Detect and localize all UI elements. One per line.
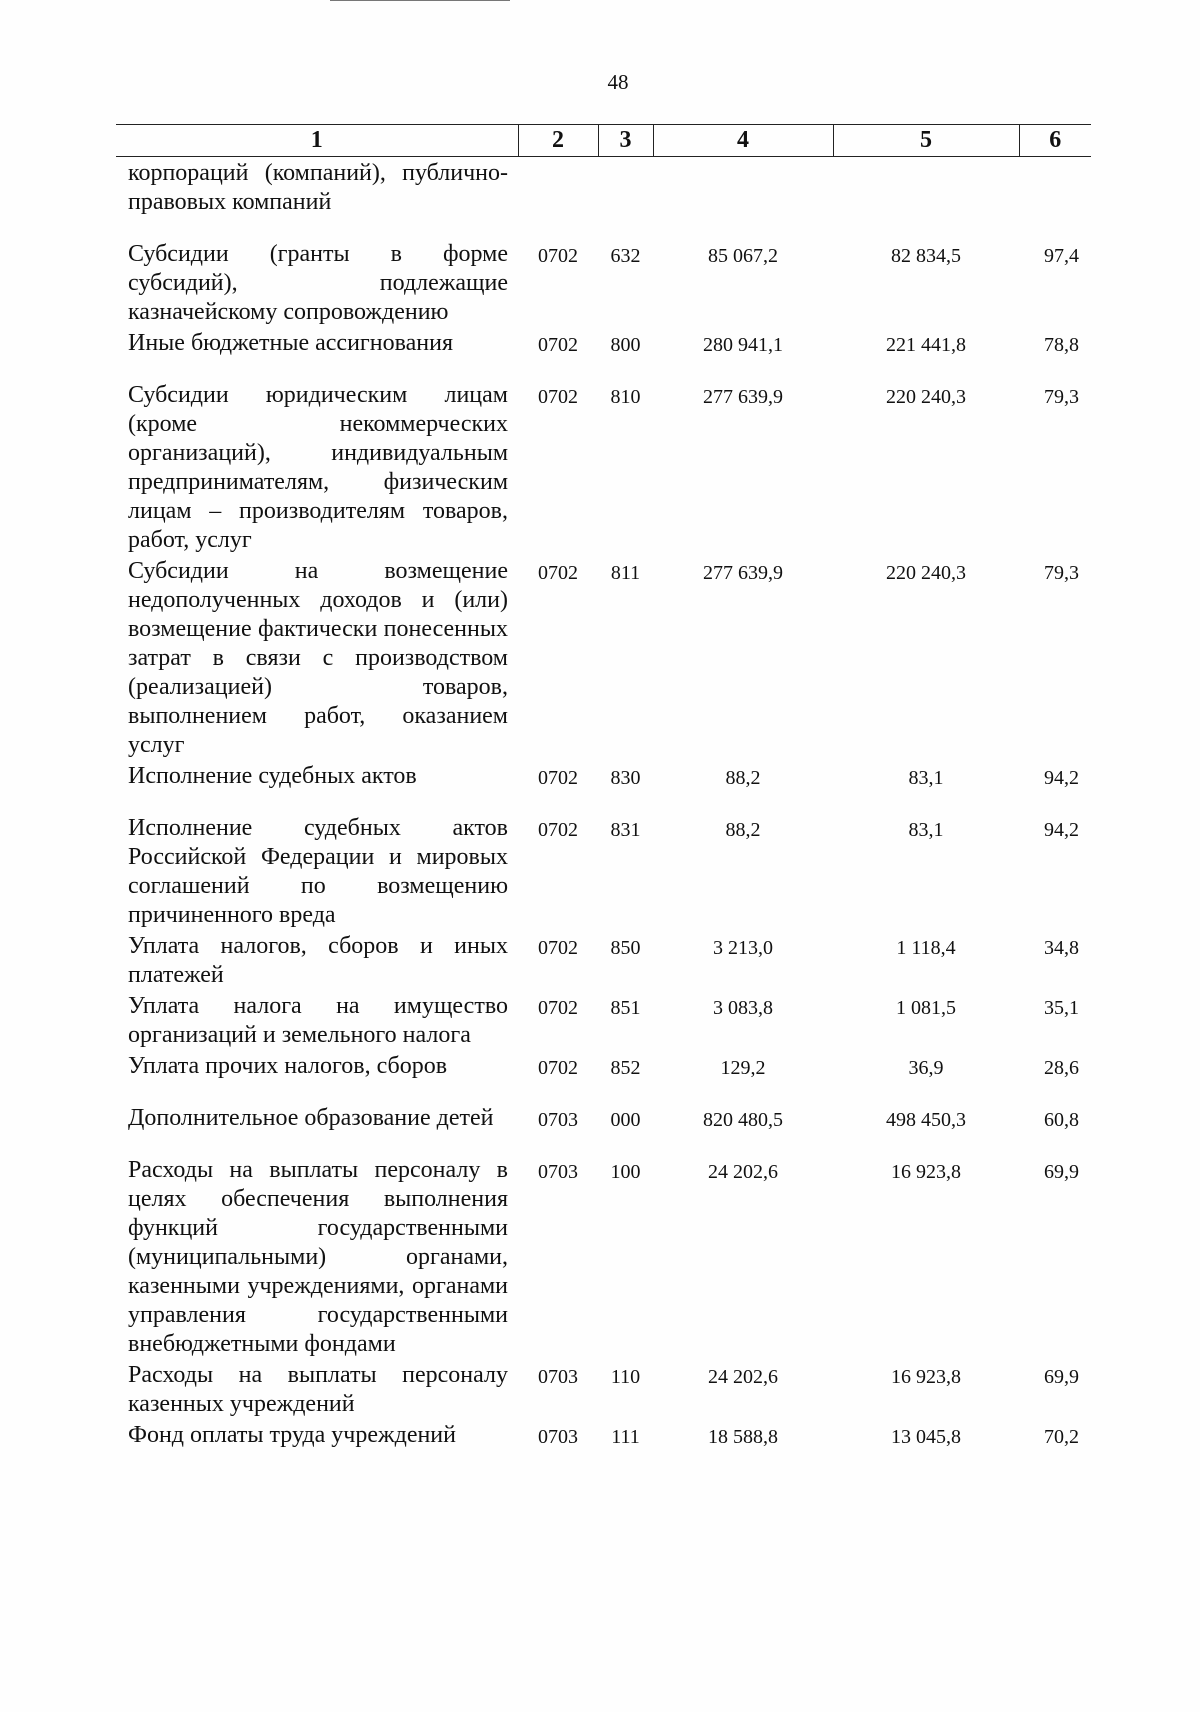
table-row xyxy=(116,555,1091,760)
row-section-code: 0702 xyxy=(538,767,578,789)
header-col-6: 6 xyxy=(1019,125,1091,157)
row-description: Фонд оплаты труда учреждений xyxy=(128,1422,456,1448)
row-execution-percent: 94,2 xyxy=(1044,767,1079,789)
row-section-code: 0702 xyxy=(538,562,578,584)
row-description: Дополнительное образование детей xyxy=(128,1105,494,1131)
row-executed-amount: 220 240,3 xyxy=(886,562,966,584)
header-col-1: 1 xyxy=(116,125,518,157)
table-row xyxy=(116,379,1091,555)
row-executed-amount: 13 045,8 xyxy=(891,1426,961,1448)
row-approved-amount: 129,2 xyxy=(720,1057,766,1079)
row-section-code: 0703 xyxy=(538,1161,578,1183)
header-col-5: 5 xyxy=(833,125,1019,157)
budget-table xyxy=(116,124,1091,1471)
row-executed-amount: 36,9 xyxy=(908,1057,944,1079)
row-expense-type: 830 xyxy=(610,767,641,789)
row-section-code: 0703 xyxy=(538,1109,578,1131)
row-description: Исполнение судебных актов xyxy=(128,763,417,789)
row-executed-amount: 220 240,3 xyxy=(886,386,966,408)
row-approved-amount: 3 083,8 xyxy=(713,997,773,1019)
row-description: Расходы на выплаты персоналу казенных учреждений xyxy=(128,1362,508,1417)
table-row xyxy=(116,157,1091,239)
header-col-2: 2 xyxy=(518,125,598,157)
row-section-code xyxy=(518,157,598,239)
row-expense-type: 831 xyxy=(610,819,641,841)
row-description: Субсидии (гранты в форме субсидий), подлежащие казначейскому сопровождению xyxy=(128,241,508,325)
row-execution-percent: 70,2 xyxy=(1044,1426,1079,1448)
row-expense-type: 000 xyxy=(610,1109,641,1131)
row-executed-amount: 1 118,4 xyxy=(896,937,956,959)
row-executed-amount: 16 923,8 xyxy=(891,1366,961,1388)
row-section-code: 0702 xyxy=(538,1057,578,1079)
row-section-code: 0702 xyxy=(538,386,578,408)
header-row xyxy=(116,125,1091,157)
row-description: Субсидии на возмещение недополученных доходов и (или) возмещение фактически понесенных затрат в связи с производством (реализацией) товаров, выполнением работ, оказанием услуг xyxy=(128,558,508,758)
row-execution-percent: 79,3 xyxy=(1044,562,1079,584)
row-approved-amount: 18 588,8 xyxy=(708,1426,778,1448)
row-execution-percent: 79,3 xyxy=(1044,386,1079,408)
row-approved-amount: 88,2 xyxy=(725,819,761,841)
row-expense-type: 110 xyxy=(610,1366,641,1388)
row-expense-type: 811 xyxy=(610,562,641,584)
table-row xyxy=(116,990,1091,1050)
scan-top-rule xyxy=(330,0,510,1)
row-execution-percent xyxy=(1019,157,1091,239)
row-section-code: 0702 xyxy=(538,334,578,356)
table-row xyxy=(116,1359,1091,1419)
row-expense-type: 852 xyxy=(610,1057,641,1079)
row-expense-type xyxy=(598,157,653,239)
row-execution-percent: 69,9 xyxy=(1044,1366,1079,1388)
page-number: 48 xyxy=(607,70,629,94)
table-row xyxy=(116,1050,1091,1102)
row-expense-type: 111 xyxy=(611,1426,640,1448)
row-execution-percent: 97,4 xyxy=(1044,245,1079,267)
row-executed-amount: 16 923,8 xyxy=(891,1161,961,1183)
table-row xyxy=(116,930,1091,990)
row-section-code: 0703 xyxy=(538,1426,578,1448)
row-executed-amount: 82 834,5 xyxy=(891,245,961,267)
row-approved-amount: 820 480,5 xyxy=(703,1109,783,1131)
row-section-code: 0702 xyxy=(538,937,578,959)
row-expense-type: 100 xyxy=(610,1161,641,1183)
row-execution-percent: 35,1 xyxy=(1044,997,1079,1019)
table-row xyxy=(116,1102,1091,1154)
table-row xyxy=(116,327,1091,379)
row-execution-percent: 78,8 xyxy=(1044,334,1079,356)
row-description: Субсидии юридическим лицам (кроме некоммерческих организаций), индивидуальным предпринимателям, физическим лицам – производителям товаров, работ, услуг xyxy=(128,382,508,553)
row-execution-percent: 60,8 xyxy=(1044,1109,1079,1131)
table-row xyxy=(116,238,1091,327)
row-execution-percent: 34,8 xyxy=(1044,937,1079,959)
row-execution-percent: 94,2 xyxy=(1044,819,1079,841)
row-expense-type: 850 xyxy=(610,937,641,959)
table-row xyxy=(116,760,1091,812)
row-executed-amount: 221 441,8 xyxy=(886,334,966,356)
row-section-code: 0703 xyxy=(538,1366,578,1388)
row-executed-amount: 498 450,3 xyxy=(886,1109,966,1131)
row-description: Расходы на выплаты персоналу в целях обеспечения выполнения функций государственными (муниципальными) органами, казенными учреждениями, органами управления государственными внебюджетными фондами xyxy=(128,1157,508,1357)
row-description: Иные бюджетные ассигнования xyxy=(128,330,453,356)
row-execution-percent: 69,9 xyxy=(1044,1161,1079,1183)
header-col-4: 4 xyxy=(653,125,833,157)
row-execution-percent: 28,6 xyxy=(1044,1057,1079,1079)
row-executed-amount: 1 081,5 xyxy=(896,997,956,1019)
table-row xyxy=(116,1154,1091,1359)
row-approved-amount: 3 213,0 xyxy=(713,937,773,959)
table-row xyxy=(116,1419,1091,1471)
header-col-3: 3 xyxy=(598,125,653,157)
row-description: Исполнение судебных актов Российской Федерации и мировых соглашений по возмещению причиненного вреда xyxy=(128,815,508,928)
row-approved-amount: 277 639,9 xyxy=(703,386,783,408)
row-approved-amount: 277 639,9 xyxy=(703,562,783,584)
row-approved-amount: 85 067,2 xyxy=(708,245,778,267)
row-executed-amount: 83,1 xyxy=(908,819,944,841)
row-expense-type: 632 xyxy=(610,245,641,267)
row-description: Уплата прочих налогов, сборов xyxy=(128,1053,448,1079)
row-executed-amount: 83,1 xyxy=(908,767,944,789)
row-description: корпораций (компаний), публично-правовых компаний xyxy=(128,160,508,215)
row-section-code: 0702 xyxy=(538,245,578,267)
row-approved-amount: 24 202,6 xyxy=(708,1161,778,1183)
row-expense-type: 800 xyxy=(610,334,641,356)
row-expense-type: 810 xyxy=(610,386,641,408)
row-approved-amount: 280 941,1 xyxy=(703,334,783,356)
row-section-code: 0702 xyxy=(538,997,578,1019)
row-description: Уплата налогов, сборов и иных платежей xyxy=(128,933,508,988)
budget-table-container xyxy=(116,124,1091,1471)
row-expense-type: 851 xyxy=(610,997,641,1019)
row-section-code: 0702 xyxy=(538,819,578,841)
row-approved-amount: 24 202,6 xyxy=(708,1366,778,1388)
row-approved-amount: 88,2 xyxy=(725,767,761,789)
row-description: Уплата налога на имущество организаций и земельного налога xyxy=(128,993,508,1048)
row-approved-amount xyxy=(653,157,833,239)
table-row xyxy=(116,812,1091,930)
row-executed-amount xyxy=(833,157,1019,239)
